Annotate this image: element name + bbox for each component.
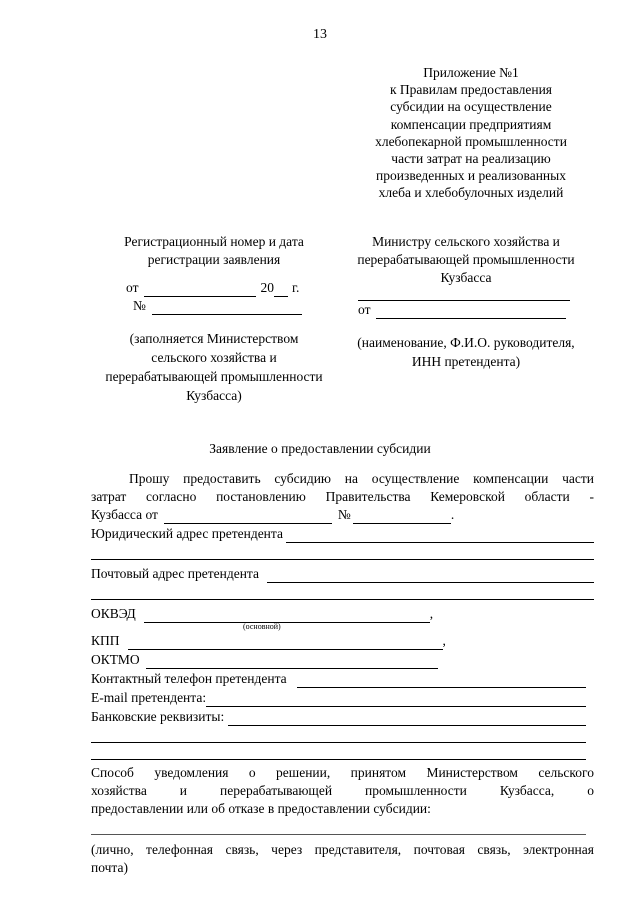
- note-line: ИНН претендента): [411, 354, 521, 369]
- appendix-line: субсидии на осуществление: [390, 99, 552, 115]
- document-title: Заявление о предоставлении субсидии: [209, 441, 431, 456]
- appendix-line: к Правилам предоставления: [389, 82, 553, 98]
- postal-address-field[interactable]: [267, 568, 594, 583]
- legal-address-label: Юридический адрес претендента: [91, 526, 283, 541]
- addressee-name-field[interactable]: [358, 287, 570, 301]
- registration-note: [88, 329, 340, 405]
- request-line: Прошу предоставить субсидию на осуществление компенсации части: [129, 471, 594, 486]
- postal-address-label: Почтовый адрес претендента: [91, 566, 259, 581]
- registration-heading: регистрации заявления: [147, 252, 281, 267]
- oktmo-row: [91, 650, 594, 669]
- note-line: (наименование, Ф.И.О. руководителя,: [357, 335, 575, 350]
- applicant-field[interactable]: [376, 305, 566, 319]
- addressee-heading: перерабатывающей промышленности: [357, 252, 575, 267]
- number-label: №: [133, 298, 146, 313]
- okved-caption: (основной): [243, 622, 281, 631]
- year-suffix: г.: [291, 280, 300, 295]
- note-line: (заполняется Министерством: [129, 331, 299, 346]
- addressee-blank-row: [358, 287, 594, 301]
- postal-address-continuation[interactable]: [91, 585, 594, 600]
- kpp-field[interactable]: [128, 636, 443, 650]
- phone-field[interactable]: [297, 673, 586, 688]
- postal-address-row: [91, 564, 594, 583]
- page-number: 13: [313, 27, 327, 42]
- note-line: перерабатывающей промышленности: [105, 369, 323, 384]
- registration-number-field[interactable]: [152, 301, 302, 315]
- kpp-label: КПП: [91, 633, 120, 648]
- appendix-line: хлеба и хлебобулочных изделий: [378, 185, 564, 201]
- okved-field[interactable]: [144, 609, 430, 623]
- addressee-from-row: [358, 301, 594, 319]
- note-line: сельского хозяйства и: [151, 350, 277, 365]
- appendix-line: компенсации предприятиям: [390, 116, 552, 132]
- appendix-header: [356, 64, 586, 202]
- addressee-note: [338, 333, 594, 371]
- email-field[interactable]: [206, 692, 586, 707]
- oktmo-label: ОКТМО: [91, 652, 140, 667]
- addressee-block: [338, 233, 594, 371]
- okved-label: ОКВЭД: [91, 606, 136, 621]
- legal-address-field[interactable]: [286, 528, 594, 543]
- registration-number-row: [133, 297, 340, 315]
- phone-label: Контактный телефон претендента: [91, 671, 287, 686]
- notification-options: (лично, телефонная связь, через представителя, почтовая связь, электронная: [91, 842, 594, 857]
- email-row: [91, 688, 594, 707]
- number-sign: №: [337, 507, 351, 522]
- bank-continuation-1[interactable]: [91, 728, 586, 743]
- year-field[interactable]: [274, 283, 288, 297]
- decree-row: [91, 506, 594, 524]
- kuzbass-from-label: Кузбасса от: [91, 507, 158, 522]
- request-line: затрат согласно постановлению Правительства Кемеровской области -: [91, 489, 594, 504]
- kpp-comma: ,: [442, 633, 446, 648]
- notification-options: почта): [91, 860, 128, 875]
- appendix-line: хлебопекарной промышленности: [375, 133, 567, 149]
- registration-date-row: [126, 279, 340, 297]
- appendix-line: Приложение №1: [423, 65, 519, 80]
- addressee-heading: Кузбасса: [440, 270, 492, 285]
- okved-row: [91, 604, 594, 623]
- application-body: [91, 470, 594, 877]
- phone-row: [91, 669, 594, 688]
- bank-row: [91, 707, 594, 726]
- legal-address-row: [91, 524, 594, 543]
- bank-field[interactable]: [228, 711, 586, 726]
- period: .: [450, 507, 455, 522]
- notification-method-field[interactable]: [91, 822, 586, 835]
- decree-number-field[interactable]: [353, 510, 451, 524]
- oktmo-field[interactable]: [146, 655, 438, 669]
- notification-line: Способ уведомления о решении, принятом Министерством сельского: [91, 765, 594, 780]
- legal-address-continuation[interactable]: [91, 545, 594, 560]
- registration-block: [88, 233, 340, 405]
- notification-line: хозяйства и перерабатывающей промышленности Кузбасса, о: [91, 783, 594, 798]
- appendix-line: части затрат на реализацию: [391, 151, 551, 167]
- note-line: Кузбасса): [186, 388, 242, 403]
- okved-comma: ,: [429, 606, 434, 621]
- addressee-heading: Министру сельского хозяйства и: [372, 234, 560, 249]
- appendix-line: произведенных и реализованных: [376, 168, 566, 184]
- from-label: от: [126, 280, 139, 295]
- email-label: E-mail претендента:: [91, 690, 207, 705]
- registration-date-field[interactable]: [144, 283, 256, 297]
- from-label: от: [358, 302, 371, 317]
- kpp-row: [91, 631, 594, 650]
- bank-label: Банковские реквизиты:: [91, 709, 225, 724]
- decree-date-field[interactable]: [164, 510, 332, 524]
- bank-continuation-2[interactable]: [91, 745, 586, 760]
- notification-line: предоставлении или об отказе в предоставлении субсидии:: [91, 801, 431, 816]
- year-label: 20: [260, 280, 274, 295]
- registration-heading: Регистрационный номер и дата: [124, 234, 304, 249]
